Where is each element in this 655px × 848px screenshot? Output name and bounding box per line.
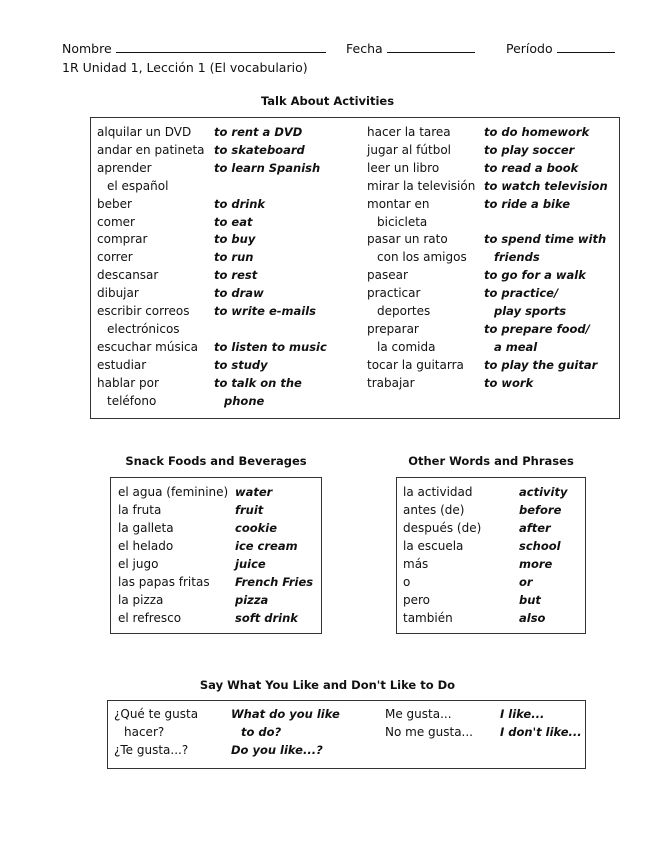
vocab-english: before [519,503,562,517]
vocab-spanish: andar en patineta [97,142,205,157]
vocab-english: play sports [494,304,567,318]
vocab-english: to draw [214,286,264,301]
fecha-field[interactable] [346,40,475,56]
vocab-spanish: electrónicos [107,321,180,336]
nombre-blank[interactable] [116,40,326,53]
vocab-english: to eat [214,214,253,229]
vocab-spanish: hacer la tarea [367,125,451,139]
vocab-spanish: después (de) [403,521,482,535]
vocab-spanish: preparar [367,321,419,336]
vocab-spanish: el helado [118,539,174,553]
vocab-spanish: la escuela [403,539,464,553]
vocab-english: to drink [214,196,266,211]
vocab-spanish: ¿Te gusta...? [114,743,189,757]
vocab-english: to do homework [484,125,590,139]
vocab-spanish: comprar [97,232,148,247]
vocab-spanish: descansar [97,268,159,283]
vocab-english: to rent a DVD [214,125,303,139]
activities-title: Talk About Activities [260,94,395,108]
vocab-spanish: alquilar un DVD [97,125,192,139]
vocab-spanish: No me gusta... [385,725,473,739]
vocab-spanish: también [403,611,453,625]
vocab-english: to do? [241,725,282,739]
other-title: Other Words and Phrases [408,454,574,468]
vocab-spanish: hacer? [124,725,165,739]
vocab-english: to buy [214,232,256,247]
vocab-english: also [519,611,546,625]
vocab-spanish: ¿Qué te gusta [114,707,199,721]
vocab-spanish: hablar por [97,375,159,390]
fecha-blank[interactable] [387,40,475,53]
snacks-title: Snack Foods and Beverages [125,454,307,468]
vocab-english: pizza [235,593,269,607]
vocab-spanish: jugar al fútbol [367,142,451,157]
vocab-spanish: escuchar música [97,339,198,354]
vocab-english: fruit [235,503,264,517]
vocab-english: but [519,593,541,607]
vocab-english: to listen to music [214,339,327,354]
vocab-english: to go for a walk [484,268,586,283]
vocab-spanish: teléfono [107,393,157,408]
vocab-spanish: pasar un rato [367,232,448,247]
vocab-spanish: la fruta [118,503,162,517]
vocab-english: to work [484,375,534,390]
vocab-spanish: tocar la guitarra [367,357,464,372]
vocab-spanish: comer [97,214,135,229]
vocab-english: to prepare food/ [484,321,590,336]
likes-title: Say What You Like and Don't Like to Do [199,678,456,692]
vocab-spanish: la pizza [118,593,164,607]
vocab-spanish: escribir correos [97,304,190,318]
vocab-spanish: la comida [377,339,436,354]
vocab-english: to spend time with [484,232,607,247]
vocab-english: ice cream [235,539,298,553]
vocab-english: to play soccer [484,142,575,157]
vocab-english: Do you like...? [231,743,323,757]
vocab-english: to talk on the [214,375,302,390]
vocab-spanish: el español [107,178,169,193]
vocab-spanish: deportes [377,304,431,318]
lesson-subtitle: 1R Unidad 1, Lección 1 (El vocabulario) [62,60,308,75]
vocab-english: to watch television [484,178,608,193]
vocab-spanish: bicicleta [377,214,428,229]
vocab-spanish: el agua (feminine) [118,485,229,499]
vocab-english: to run [214,250,254,265]
periodo-blank[interactable] [557,40,615,53]
vocab-spanish: leer un libro [367,160,440,175]
vocab-spanish: Me gusta... [385,707,452,721]
vocab-spanish: montar en [367,196,430,211]
vocab-english: more [519,557,553,571]
periodo-label: Período [506,41,553,56]
vocab-spanish: mirar la televisión [367,178,476,193]
vocab-spanish: estudiar [97,357,147,372]
vocab-spanish: la galleta [118,521,174,535]
vocab-spanish: el jugo [118,557,159,571]
vocab-english: activity [519,485,568,499]
vocab-english: French Fries [235,575,314,589]
vocab-spanish: trabajar [367,375,415,390]
vocab-spanish: correr [97,250,133,265]
vocab-english: to study [214,357,268,372]
vocab-english: juice [235,557,266,571]
vocab-english: to learn Spanish [214,160,321,175]
vocab-spanish: pasear [367,268,408,283]
vocab-spanish: con los amigos [377,250,467,265]
vocab-english: soft drink [235,611,298,625]
vocab-english: phone [224,393,265,408]
vocab-spanish: pero [403,593,431,607]
fecha-label: Fecha [346,41,383,56]
vocab-english: to ride a bike [484,196,571,211]
nombre-field[interactable] [62,40,326,56]
vocab-english: to practice/ [484,286,559,301]
vocab-spanish: antes (de) [403,503,465,517]
vocab-spanish: el refresco [118,611,182,625]
vocab-english: I don't like... [500,725,582,739]
vocab-spanish: las papas fritas [118,575,210,589]
nombre-label: Nombre [62,41,112,56]
vocab-english: to rest [214,268,258,283]
vocab-english: cookie [235,521,278,535]
vocab-spanish: dibujar [97,286,139,301]
vocab-english: to read a book [484,160,579,175]
vocab-spanish: beber [97,196,132,211]
vocab-english: a meal [494,339,538,354]
vocab-english: What do you like [231,707,340,721]
vocab-english: school [519,539,561,553]
vocab-spanish: o [403,575,411,589]
vocab-spanish: aprender [97,160,152,175]
vocab-english: water [235,485,273,499]
vocab-spanish: la actividad [403,485,473,499]
vocab-english: to write e-mails [214,304,316,318]
vocab-spanish: practicar [367,286,421,301]
vocab-english: I like... [500,707,545,721]
vocab-english: to play the guitar [484,357,598,372]
periodo-field[interactable] [506,40,615,56]
vocab-english: or [519,575,533,589]
vocab-spanish: más [403,557,429,571]
vocab-english: friends [494,250,540,265]
vocab-english: after [519,521,551,535]
vocab-english: to skateboard [214,142,305,157]
